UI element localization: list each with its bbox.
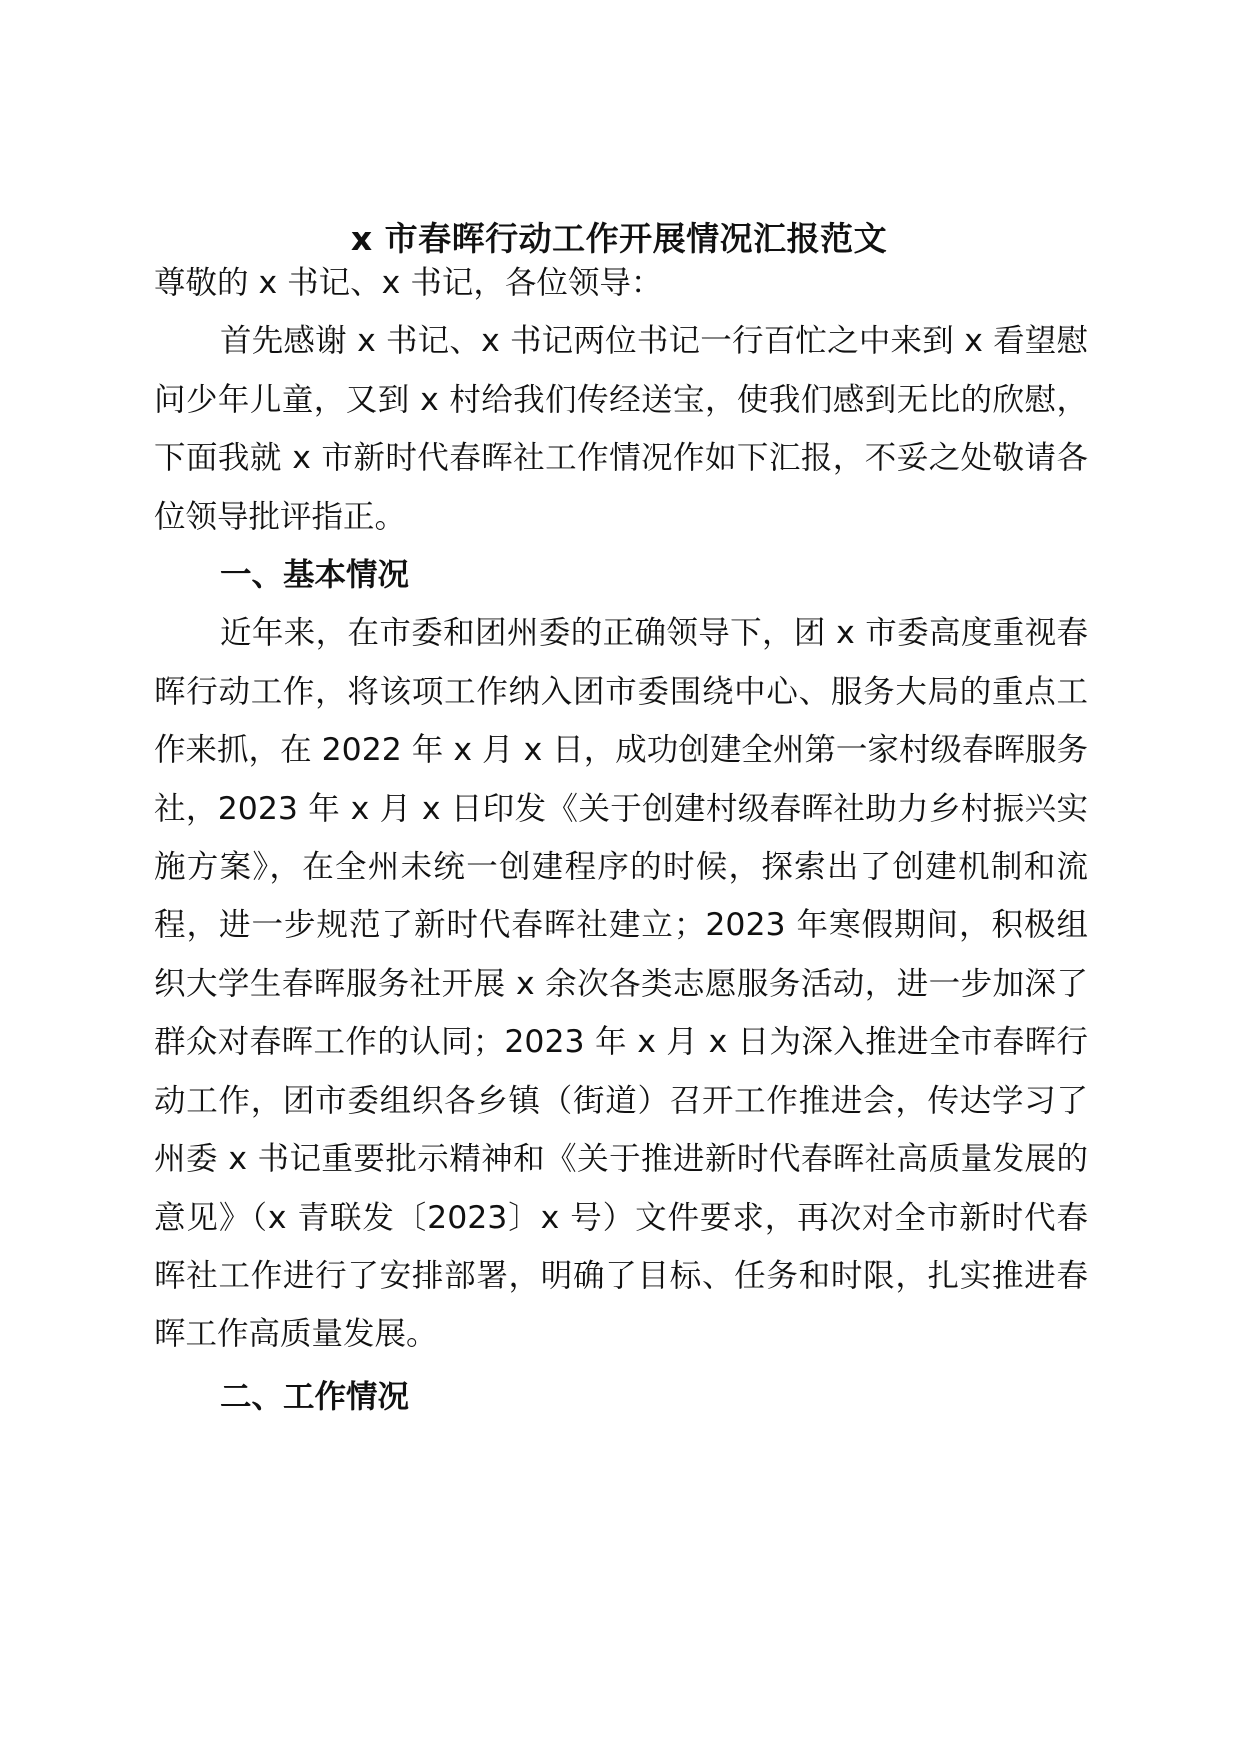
section-heading-work-situation: 二、工作情况 xyxy=(220,1378,410,1415)
basic-situation-paragraph: 近年来，在市委和团州委的正确领导下，团 x 市委高度重视春晖行动工作，将该项工作纳入团市委围绕中心、服务大局的重点工作来抓，在 2022 年 x 月 x 日，成功创建全州第一家村级春晖服务社，2023 年 x 月 x 日印发《关于创建村级春晖社助力乡村振兴实施方案》，在全州未统一创建程序的时候，探索出了创建机制和流程，进一步规范了新时代春晖社建立；2023 年寒假期间，积极组织大学生春晖服务社开展 x 余次各类志愿服务活动，进一步加深了群众对春晖工作的认同；2023 年 x 月 x 日为深入推进全市春晖行动工作，团市委组织各乡镇（街道）召开工作推进会，传达学习了州委 x 书记重要批示精神和《关于推进新时代春晖社高质量发展的意见》（x 青联发〔2023〕x 号）文件要求，再次对全市新时代春晖社工作进行了安排部署，明确了目标、任务和时限，扎实推进春晖工作高质量发展。 xyxy=(154,615,1088,1353)
section-heading-basic-situation: 一、基本情况 xyxy=(220,557,410,594)
document-title: x 市春晖行动工作开展情况汇报范文 xyxy=(350,219,888,258)
document-body xyxy=(154,254,1088,1426)
salutation: 尊敬的 x 书记、x 书记，各位领导： xyxy=(154,265,663,301)
intro-paragraph: 首先感谢 x 书记、x 书记两位书记一行百忙之中来到 x 看望慰问少年儿童，又到 x 村给我们传经送宝，使我们感到无比的欣慰，下面我就 x 市新时代春晖社工作情况作如下汇报，不妥之处敬请各位领导批评指正。 xyxy=(154,323,1088,535)
